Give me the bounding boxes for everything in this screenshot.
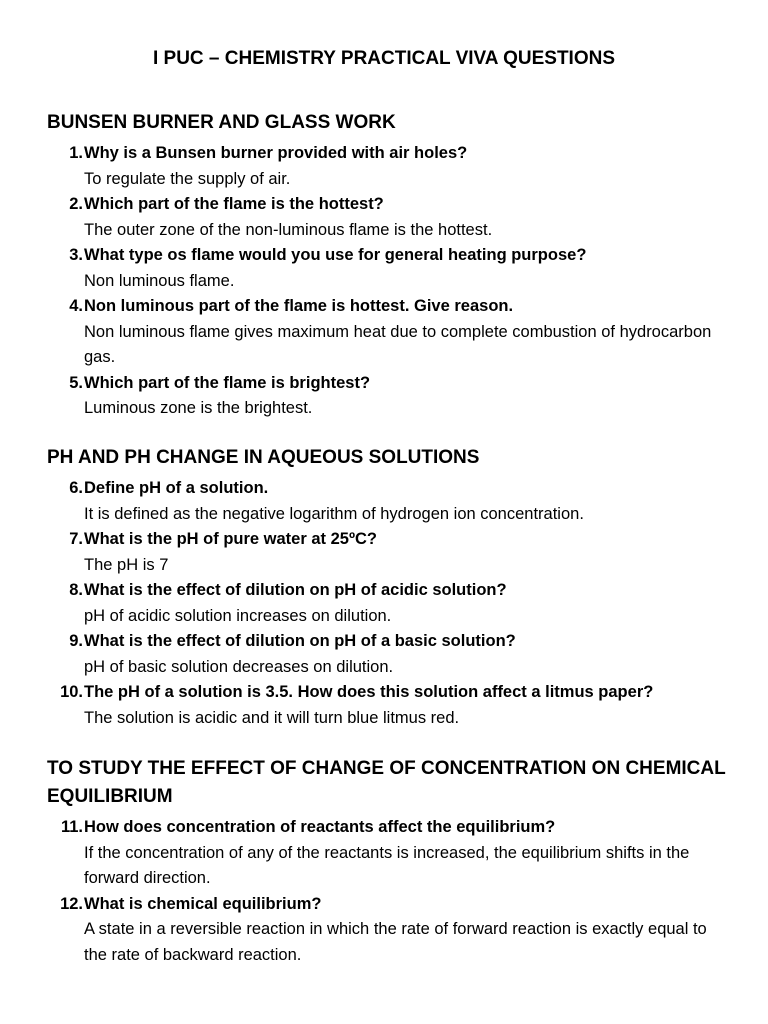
qa-item bbox=[47, 243, 727, 294]
question-number: 8. bbox=[69, 581, 83, 599]
question-number: 12. bbox=[60, 894, 83, 913]
question-number: 2. bbox=[69, 195, 83, 213]
question-number: 6. bbox=[69, 479, 83, 497]
question bbox=[47, 192, 727, 218]
question-text: Which part of the flame is brightest? bbox=[84, 373, 371, 392]
question-text: How does concentration of reactants affect the equilibrium? bbox=[84, 818, 556, 836]
answer-text: pH of acidic solution increases on dilution. bbox=[84, 606, 392, 625]
question-text: Non luminous part of the flame is hottest. Give reason. bbox=[84, 297, 514, 315]
question bbox=[47, 141, 727, 167]
question bbox=[47, 243, 727, 269]
question-text: What is the pH of pure water at 25ºC? bbox=[84, 530, 377, 548]
page-title: I PUC – CHEMISTRY PRACTICAL VIVA QUESTIONS bbox=[152, 48, 616, 69]
question-number: 1. bbox=[69, 144, 83, 162]
qa-item bbox=[47, 476, 727, 527]
question-number: 4. bbox=[69, 297, 83, 315]
answer-text: Luminous zone is the brightest. bbox=[84, 399, 313, 417]
question bbox=[47, 527, 727, 553]
question bbox=[47, 294, 727, 320]
question-number: 11. bbox=[60, 818, 83, 836]
section-bunsen-burner bbox=[47, 109, 727, 422]
question bbox=[47, 476, 727, 502]
answer-text: The solution is acidic and it will turn blue litmus red. bbox=[84, 708, 460, 727]
question-text: What type os flame would you use for general heating purpose? bbox=[84, 246, 587, 264]
section-heading: BUNSEN BURNER AND GLASS WORK bbox=[47, 112, 396, 133]
question-text: What is chemical equilibrium? bbox=[84, 894, 322, 913]
answer-text: pH of basic solution decreases on dilution. bbox=[84, 657, 394, 676]
question bbox=[47, 815, 727, 841]
question bbox=[47, 680, 727, 706]
question-text: Define pH of a solution. bbox=[84, 479, 269, 497]
question-number: 3. bbox=[69, 246, 83, 264]
qa-item bbox=[47, 371, 727, 422]
question-text: Why is a Bunsen burner provided with air holes? bbox=[84, 144, 468, 162]
question-text: Which part of the flame is the hottest? bbox=[84, 195, 384, 213]
answer-text: It is defined as the negative logarithm of hydrogen ion concentration. bbox=[84, 504, 584, 523]
qa-item bbox=[47, 578, 727, 629]
question-number: 7. bbox=[69, 530, 83, 548]
qa-item bbox=[47, 892, 727, 969]
qa-item bbox=[47, 141, 727, 192]
question-number: 10. bbox=[60, 683, 83, 701]
question bbox=[47, 892, 727, 918]
answer-text: Non luminous flame gives maximum heat due to complete combustion of hydrocarbon gas. bbox=[84, 322, 712, 366]
section-chemical-equilibrium bbox=[47, 755, 727, 968]
qa-item bbox=[47, 192, 727, 243]
question-text: What is the effect of dilution on pH of acidic solution? bbox=[84, 581, 507, 599]
question-number: 9. bbox=[69, 632, 83, 650]
qa-item bbox=[47, 629, 727, 680]
section-ph bbox=[47, 444, 727, 731]
answer-text: If the concentration of any of the reactants is increased, the equilibrium shifts in the forward direction. bbox=[84, 843, 690, 887]
answer-text: To regulate the supply of air. bbox=[84, 169, 291, 188]
section-heading: PH AND PH CHANGE IN AQUEOUS SOLUTIONS bbox=[47, 447, 480, 468]
answer-text: Non luminous flame. bbox=[84, 271, 235, 290]
question-number: 5. bbox=[69, 373, 83, 392]
answer-text: The outer zone of the non-luminous flame is the hottest. bbox=[84, 220, 493, 239]
question bbox=[47, 371, 727, 397]
qa-item bbox=[47, 294, 727, 371]
qa-item bbox=[47, 680, 727, 731]
question-text: What is the effect of dilution on pH of a basic solution? bbox=[84, 632, 516, 650]
answer-text: The pH is 7 bbox=[84, 555, 169, 574]
question bbox=[47, 629, 727, 655]
section-heading: TO STUDY THE EFFECT OF CHANGE OF CONCENTRATION ON CHEMICAL EQUILIBRIUM bbox=[47, 758, 726, 807]
qa-item bbox=[47, 527, 727, 578]
qa-item bbox=[47, 815, 727, 892]
answer-text: A state in a reversible reaction in which the rate of forward reaction is exactly equal to the rate of backward reaction. bbox=[84, 920, 707, 964]
question bbox=[47, 578, 727, 604]
question-text: The pH of a solution is 3.5. How does this solution affect a litmus paper? bbox=[84, 683, 654, 701]
